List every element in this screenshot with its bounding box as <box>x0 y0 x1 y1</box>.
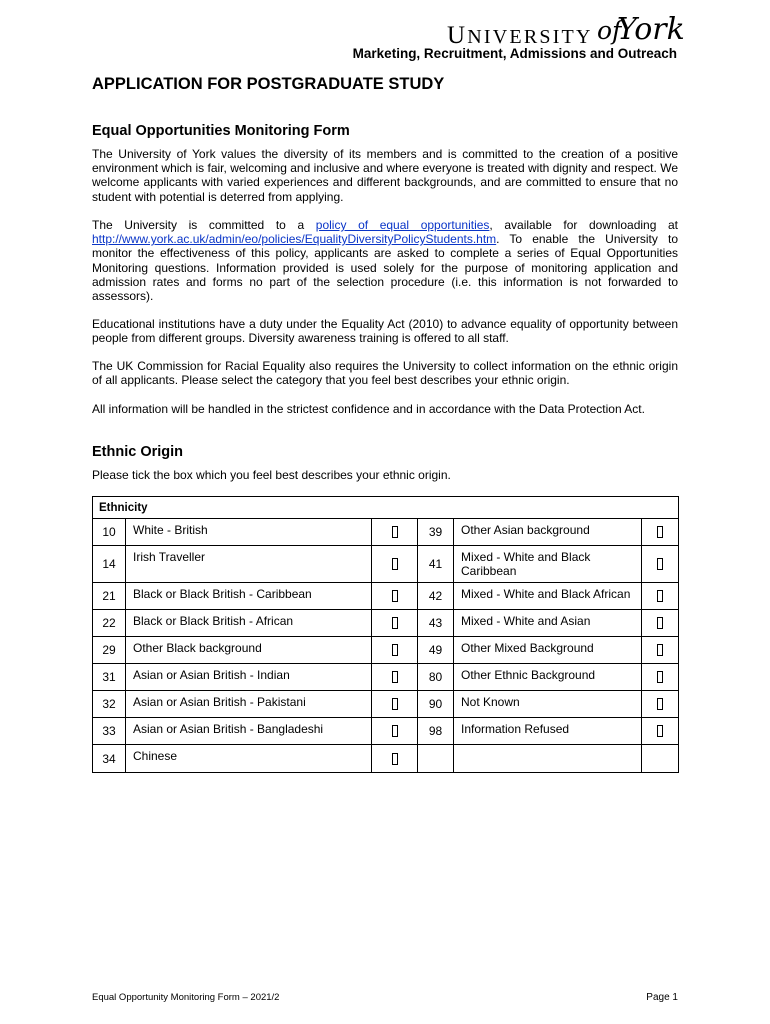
paragraph-policy-text-1: The University is committed to a <box>92 218 316 232</box>
tick-box[interactable] <box>392 725 398 737</box>
paragraph-policy <box>92 218 678 303</box>
tick-box-cell <box>642 691 679 718</box>
paragraph-equality-act: Educational institutions have a duty under the Equality Act (2010) to advance equality of opportunity between people from different groups. Diversity awareness training is offered to all staff. <box>92 317 678 346</box>
ethnicity-code: 41 <box>418 546 454 583</box>
footer-page-number: Page 1 <box>646 992 678 1003</box>
department-name: Marketing, Recruitment, Admissions and Outreach <box>352 46 677 61</box>
ethnicity-label: Irish Traveller <box>126 546 372 583</box>
ethnicity-label <box>454 745 642 773</box>
policy-link[interactable]: policy of equal opportunities <box>315 218 490 232</box>
tick-box[interactable] <box>392 753 398 765</box>
ethnicity-code: 43 <box>418 610 454 637</box>
ethnicity-code <box>418 745 454 773</box>
ethnicity-label: Other Black background <box>126 637 372 664</box>
tick-box-cell <box>372 718 418 745</box>
ethnicity-code: 90 <box>418 691 454 718</box>
section-heading-monitoring: Equal Opportunities Monitoring Form <box>92 123 350 139</box>
tick-box-cell <box>642 519 679 546</box>
table-row <box>93 745 679 773</box>
tick-box[interactable] <box>392 526 398 538</box>
tick-box-cell <box>642 718 679 745</box>
ethnicity-code: 39 <box>418 519 454 546</box>
logo-of-text: of <box>597 16 622 45</box>
ethnicity-table <box>92 496 679 773</box>
tick-box[interactable] <box>392 558 398 570</box>
ethnicity-label: Other Ethnic Background <box>454 664 642 691</box>
ethnicity-label: Mixed - White and Black Caribbean <box>454 546 642 583</box>
paragraph-policy-text-3: . To enable the University to monitor the effectiveness of this policy, applicants are asked to complete a series of Equal Opportunities Monitoring questions. Information provided is used solely for the purpose of monitoring application and admission rates and forms no part of the selection procedure (i.e. this information is not forwarded to assessors). <box>92 232 678 304</box>
paragraph-data-protection: All information will be handled in the strictest confidence and in accordance with the Data Protection Act. <box>92 402 645 416</box>
ethnicity-code: 33 <box>93 718 126 745</box>
tick-box-cell <box>642 583 679 610</box>
table-row <box>93 637 679 664</box>
tick-box-cell <box>642 664 679 691</box>
paragraph-diversity: The University of York values the diversity of its members and is committed to the creation of a positive environment which is fair, welcoming and inclusive and where everyone is treated with dignity and respect. We welcome applicants with varied experiences and different backgrounds, and are committed to ensure that no student with potential is deterred from applying. <box>92 147 678 204</box>
ethnicity-label: Other Asian background <box>454 519 642 546</box>
tick-box[interactable] <box>392 644 398 656</box>
ethnicity-label: Asian or Asian British - Pakistani <box>126 691 372 718</box>
university-logo <box>447 12 685 49</box>
logo-university-text: UNIVERSITY <box>447 22 593 49</box>
tick-box-cell <box>372 546 418 583</box>
tick-box-cell <box>372 610 418 637</box>
table-row <box>93 519 679 546</box>
ethnicity-code: 10 <box>93 519 126 546</box>
ethnicity-code: 32 <box>93 691 126 718</box>
tick-box-cell <box>372 691 418 718</box>
ethnicity-code: 22 <box>93 610 126 637</box>
tick-box-cell <box>642 610 679 637</box>
ethnicity-label: Black or Black British - Caribbean <box>126 583 372 610</box>
ethnicity-code: 21 <box>93 583 126 610</box>
ethnicity-label: Chinese <box>126 745 372 773</box>
ethnicity-code: 14 <box>93 546 126 583</box>
tick-box[interactable] <box>657 526 663 538</box>
tick-box[interactable] <box>657 590 663 602</box>
ethnicity-code: 80 <box>418 664 454 691</box>
tick-box-cell <box>642 745 679 773</box>
ethnicity-label: Asian or Asian British - Bangladeshi <box>126 718 372 745</box>
page-title: APPLICATION FOR POSTGRADUATE STUDY <box>92 75 445 93</box>
tick-box-cell <box>372 583 418 610</box>
table-row <box>93 718 679 745</box>
paragraph-racial-equality: The UK Commission for Racial Equality also requires the University to collect information on the ethnic origin of all applicants. Please select the category that you feel best describes your ethnic origin. <box>92 359 678 388</box>
ethnicity-code: 29 <box>93 637 126 664</box>
tick-box[interactable] <box>392 671 398 683</box>
table-row <box>93 664 679 691</box>
section-heading-ethnic-origin: Ethnic Origin <box>92 444 184 460</box>
table-row <box>93 583 679 610</box>
ethnicity-label: Information Refused <box>454 718 642 745</box>
tick-box-cell <box>372 637 418 664</box>
ethnicity-code: 34 <box>93 745 126 773</box>
tick-box-cell <box>372 664 418 691</box>
ethnicity-code: 31 <box>93 664 126 691</box>
tick-box[interactable] <box>392 617 398 629</box>
tick-box[interactable] <box>657 558 663 570</box>
ethnicity-label: White - British <box>126 519 372 546</box>
tick-box-cell <box>642 637 679 664</box>
table-header-ethnicity: Ethnicity <box>93 497 679 519</box>
tick-box-cell <box>642 546 679 583</box>
tick-box[interactable] <box>657 617 663 629</box>
table-row <box>93 546 679 583</box>
ethnicity-code: 49 <box>418 637 454 664</box>
paragraph-policy-text-2: , available for downloading at <box>489 218 679 232</box>
tick-box-cell <box>372 745 418 773</box>
ethnicity-code: 42 <box>418 583 454 610</box>
policy-url-link[interactable]: http://www.york.ac.uk/admin/eo/policies/EqualityDiversityPolicyStudents.htm <box>92 232 497 247</box>
table-header-row <box>93 497 679 519</box>
tick-box-cell <box>372 519 418 546</box>
ethnicity-label: Mixed - White and Asian <box>454 610 642 637</box>
table-row <box>93 610 679 637</box>
footer-form-name: Equal Opportunity Monitoring Form – 2021/2 <box>92 992 280 1003</box>
instruction-text: Please tick the box which you feel best describes your ethnic origin. <box>92 468 451 482</box>
tick-box[interactable] <box>392 698 398 710</box>
ethnicity-label: Black or Black British - African <box>126 610 372 637</box>
ethnicity-label: Asian or Asian British - Indian <box>126 664 372 691</box>
ethnicity-label: Mixed - White and Black African <box>454 583 642 610</box>
table-row <box>93 691 679 718</box>
ethnicity-code: 98 <box>418 718 454 745</box>
tick-box[interactable] <box>657 725 663 737</box>
tick-box[interactable] <box>657 644 663 656</box>
tick-box[interactable] <box>657 698 663 710</box>
ethnicity-label: Other Mixed Background <box>454 637 642 664</box>
tick-box[interactable] <box>657 671 663 683</box>
ethnicity-label: Not Known <box>454 691 642 718</box>
tick-box[interactable] <box>392 590 398 602</box>
logo-york-text: York <box>617 12 685 47</box>
